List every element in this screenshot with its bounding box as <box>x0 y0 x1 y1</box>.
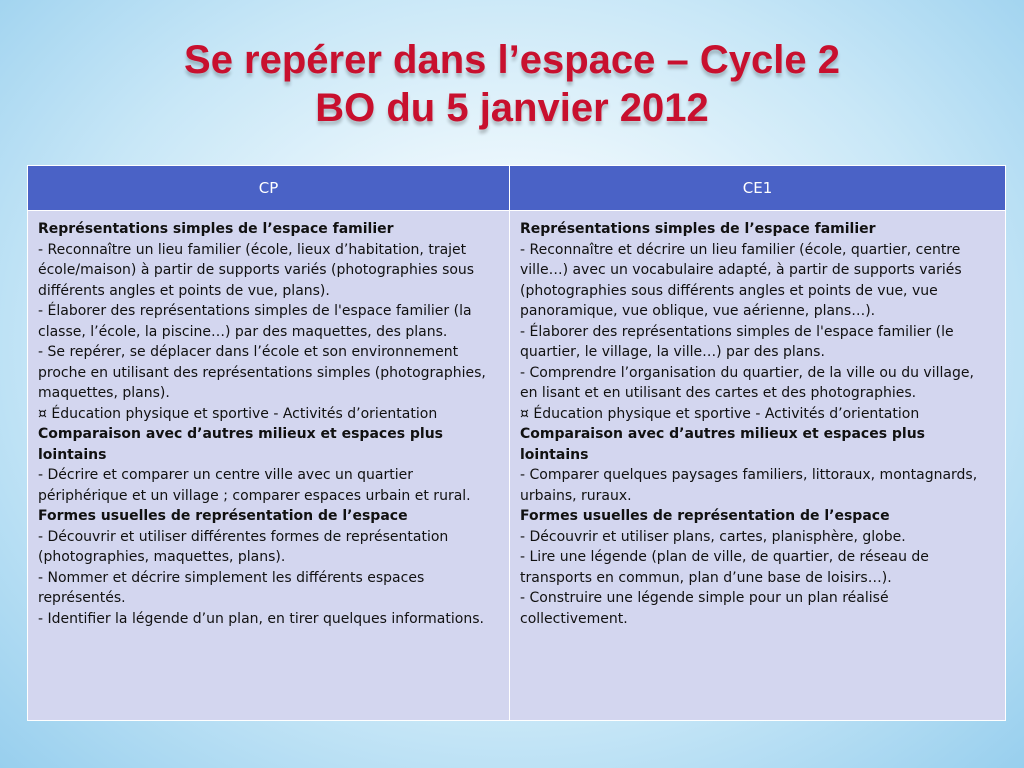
content-line: - Nommer et décrire simplement les différents espaces représentés. <box>38 569 425 606</box>
section-heading: Comparaison avec d’autres milieux et espaces plus lointains <box>520 426 926 463</box>
content-line: ¤ Éducation physique et sportive - Activités d’orientation <box>520 405 920 422</box>
content-line: - Construire une légende simple pour un plan réalisé collectivement. <box>520 590 889 627</box>
section-heading: Comparaison avec d’autres milieux et espaces plus lointains <box>38 426 444 463</box>
content-line: ¤ Éducation physique et sportive - Activités d’orientation <box>38 405 438 422</box>
curriculum-table <box>27 165 1006 721</box>
slide-title-line-2: BO du 5 janvier 2012 <box>315 86 709 130</box>
table-header-row <box>28 166 1006 211</box>
cell-cp-content <box>28 211 510 721</box>
cell-ce1-content <box>510 211 1006 721</box>
content-line: - Comparer quelques paysages familiers, littoraux, montagnards, urbains, ruraux. <box>520 467 978 504</box>
column-header-cp: CP <box>28 166 510 211</box>
content-line: - Reconnaître et décrire un lieu familier (école, quartier, centre ville…) avec un vocabulaire adapté, à partir de supports variés (photographies sous différents angles et points de vue, vue panoramique, vue oblique, vue aérienne, plans…). <box>520 241 962 319</box>
table-row <box>28 211 1006 721</box>
slide-title-line-1: Se repérer dans l’espace – Cycle 2 <box>184 38 840 82</box>
column-header-ce1: CE1 <box>510 166 1006 211</box>
section-heading: Formes usuelles de représentation de l’espace <box>520 508 890 524</box>
content-line: - Décrire et comparer un centre ville avec un quartier périphérique et un village ; comparer espaces urbain et rural. <box>38 467 471 504</box>
content-line: - Identifier la légende d’un plan, en tirer quelques informations. <box>38 610 484 627</box>
content-line: - Découvrir et utiliser différentes formes de représentation (photographies, maquettes, plans). <box>38 528 449 565</box>
slide-title <box>0 36 1024 132</box>
section-heading: Formes usuelles de représentation de l’espace <box>38 508 408 524</box>
section-heading: Représentations simples de l’espace familier <box>38 221 394 237</box>
content-line: - Comprendre l’organisation du quartier, de la ville ou du village, en lisant et en utilisant des cartes et des photographies. <box>520 364 974 401</box>
content-line: - Élaborer des représentations simples de l'espace familier (le quartier, le village, la ville…) par des plans. <box>520 323 954 360</box>
content-line: - Reconnaître un lieu familier (école, lieux d’habitation, trajet école/maison) à partir de supports variés (photographies sous différents angles et points de vue, plans). <box>38 241 475 299</box>
content-line: - Lire une légende (plan de ville, de quartier, de réseau de transports en commun, plan d’une base de loisirs…). <box>520 549 929 586</box>
content-line: - Se repérer, se déplacer dans l’école et son environnement proche en utilisant des représentations simples (photographies, maquettes, plans). <box>38 344 486 401</box>
content-line: - Élaborer des représentations simples de l'espace familier (la classe, l’école, la piscine…) par des maquettes, des plans. <box>38 303 472 340</box>
curriculum-table-container <box>27 165 1005 721</box>
content-line: - Découvrir et utiliser plans, cartes, planisphère, globe. <box>520 528 906 545</box>
section-heading: Représentations simples de l’espace familier <box>520 221 876 237</box>
